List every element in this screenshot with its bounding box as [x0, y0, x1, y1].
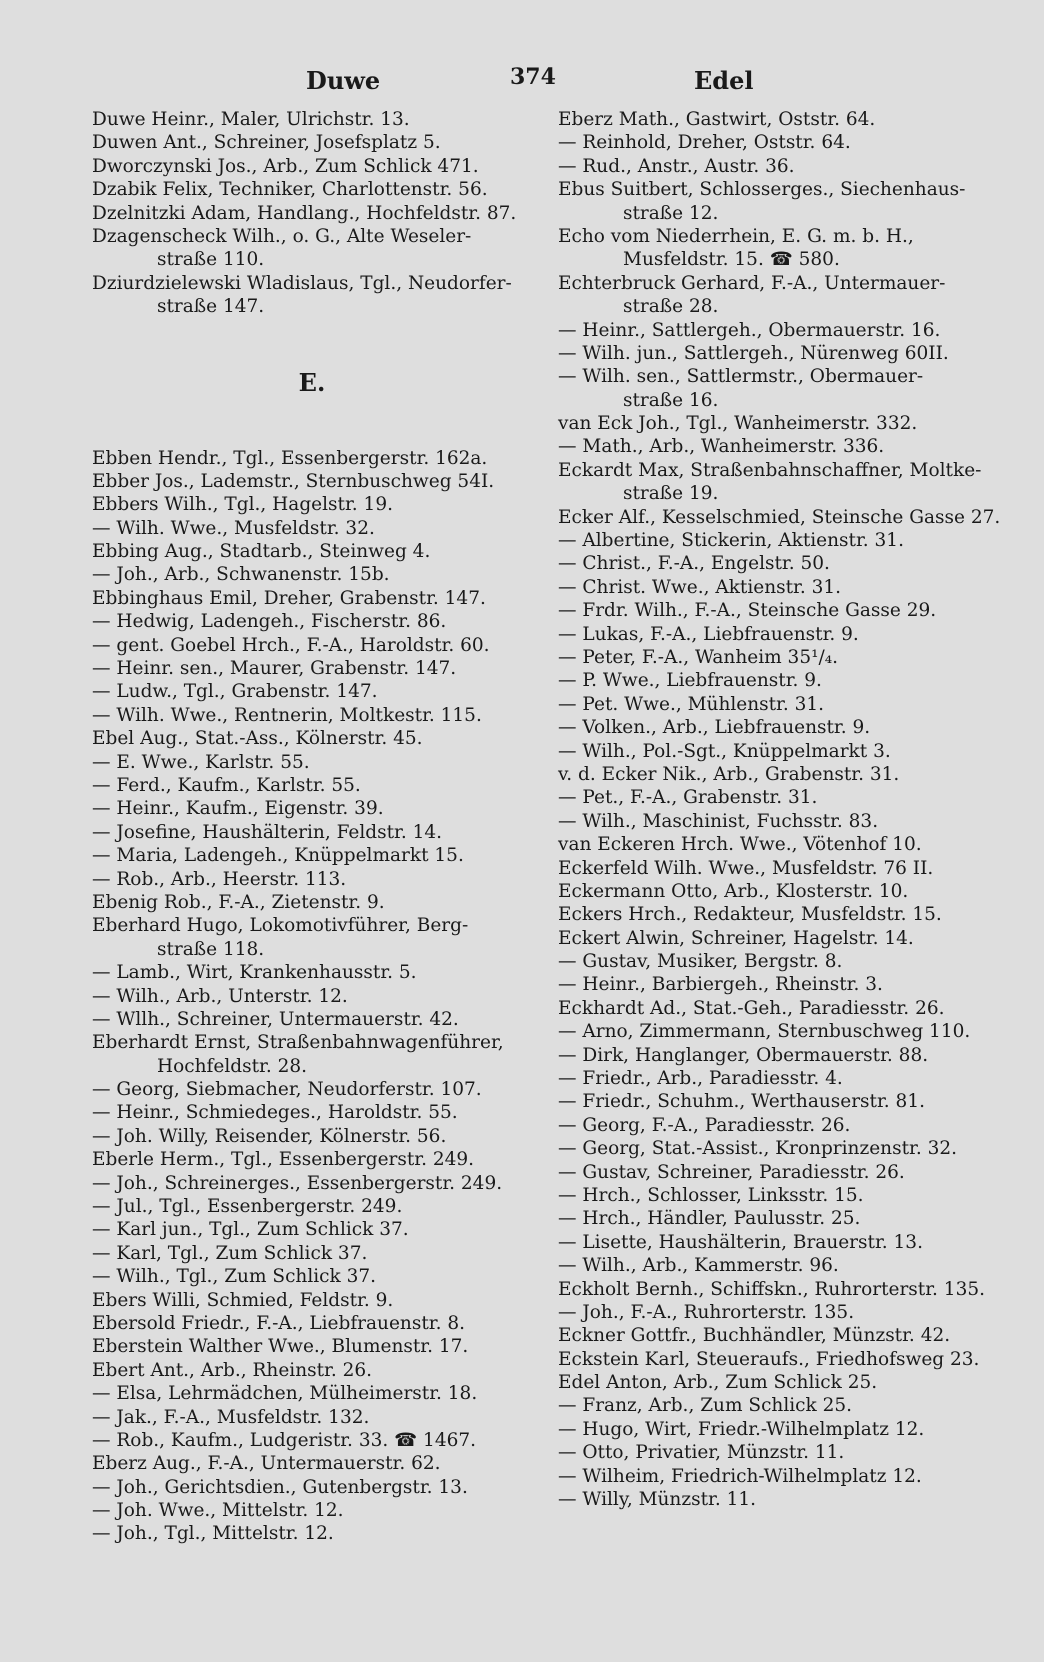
directory-entry: Dzabik Felix, Techniker, Charlottenstr. 56.: [92, 179, 488, 201]
directory-entry: v. d. Ecker Nik., Arb., Grabenstr. 31.: [558, 763, 900, 785]
entry-continuation: straße 19.: [623, 483, 719, 505]
directory-entry: — Wilh., Maschinist, Fuchsstr. 83.: [558, 810, 879, 832]
directory-entry: — Albertine, Stickerin, Aktienstr. 31.: [558, 530, 904, 552]
header-left-keyword: Duwe: [306, 66, 381, 95]
right-column: [558, 108, 1001, 1511]
directory-entry: — Hedwig, Ladengeh., Fischerstr. 86.: [92, 611, 447, 633]
directory-entry: — Ferd., Kaufm., Karlstr. 55.: [92, 774, 361, 796]
directory-entry: Eckerfeld Wilh. Wwe., Musfeldstr. 76 II.: [558, 857, 934, 879]
directory-entry: — gent. Goebel Hrch., F.-A., Haroldstr. 60.: [92, 634, 490, 656]
directory-entry: — E. Wwe., Karlstr. 55.: [92, 751, 310, 773]
directory-entry: — Wilh., Tgl., Zum Schlick 37.: [92, 1266, 377, 1288]
header-right-keyword: Edel: [694, 66, 754, 95]
section-letter: E.: [298, 367, 326, 397]
directory-entry: — Rob., Kaufm., Ludgeristr. 33. ☎ 1467.: [92, 1429, 477, 1451]
directory-entry: — Wilheim, Friedrich-Wilhelmplatz 12.: [558, 1465, 922, 1487]
directory-entry: — Peter, F.-A., Wanheim 35¹/₄.: [558, 646, 839, 668]
directory-entry: — Ludw., Tgl., Grabenstr. 147.: [92, 681, 378, 703]
directory-entry: Edel Anton, Arb., Zum Schlick 25.: [558, 1372, 878, 1394]
directory-entry: — Joh., Arb., Schwanenstr. 15b.: [92, 564, 390, 586]
directory-entry: — Gustav, Musiker, Bergstr. 8.: [558, 951, 843, 973]
directory-entry: — Joh. Wwe., Mittelstr. 12.: [92, 1500, 344, 1522]
directory-entry: — Reinhold, Dreher, Oststr. 64.: [558, 132, 851, 154]
entry-continuation: straße 16.: [623, 389, 719, 411]
directory-entry: — Joh., Tgl., Mittelstr. 12.: [92, 1523, 334, 1545]
directory-entry: — Karl, Tgl., Zum Schlick 37.: [92, 1242, 368, 1264]
directory-entry: Ebben Hendr., Tgl., Essenbergerstr. 162a.: [92, 447, 488, 469]
directory-entry: — Heinr. sen., Maurer, Grabenstr. 147.: [92, 658, 457, 680]
directory-entry: — Rud., Anstr., Austr. 36.: [558, 155, 795, 177]
entry-continuation: straße 110.: [157, 249, 265, 271]
directory-entry: — Jak., F.-A., Musfeldstr. 132.: [92, 1406, 370, 1428]
directory-entry: — Arno, Zimmermann, Sternbuschweg 110.: [558, 1021, 971, 1043]
directory-entry: Eckers Hrch., Redakteur, Musfeldstr. 15.: [558, 904, 942, 926]
directory-entry: — Math., Arb., Wanheimerstr. 336.: [558, 436, 885, 458]
directory-entry: Ebbinghaus Emil, Dreher, Grabenstr. 147.: [92, 587, 486, 609]
page-header: [70, 58, 980, 98]
directory-entry: Ebenig Rob., F.-A., Zietenstr. 9.: [92, 891, 385, 913]
directory-entry: — Heinr., Barbiergeh., Rheinstr. 3.: [558, 974, 883, 996]
entry-continuation: straße 118.: [157, 938, 265, 960]
directory-entry: — Joh., Gerichtsdien., Gutenbergstr. 13.: [92, 1476, 468, 1498]
directory-entry: Dworczynski Jos., Arb., Zum Schlick 471.: [92, 155, 479, 177]
directory-entry: — Karl jun., Tgl., Zum Schlick 37.: [92, 1219, 409, 1241]
directory-entry: — Hugo, Wirt, Friedr.-Wilhelmplatz 12.: [558, 1418, 925, 1440]
directory-entry: Ebersold Friedr., F.-A., Liebfrauenstr. 8.: [92, 1312, 465, 1334]
directory-entry: — Gustav, Schreiner, Paradiesstr. 26.: [558, 1161, 905, 1183]
directory-entry: — Heinr., Sattlergeh., Obermauerstr. 16.: [558, 319, 941, 341]
directory-entry: — Wilh., Arb., Unterstr. 12.: [92, 985, 348, 1007]
entry-continuation: straße 147.: [157, 296, 265, 318]
directory-entry: — Pet., F.-A., Grabenstr. 31.: [558, 787, 818, 809]
directory-entry: Eberle Herm., Tgl., Essenbergerstr. 249.: [92, 1149, 475, 1171]
directory-entry: Eckermann Otto, Arb., Klosterstr. 10.: [558, 880, 909, 902]
directory-entry: — Willy, Münzstr. 11.: [558, 1489, 757, 1511]
directory-entry: Eberz Math., Gastwirt, Oststr. 64.: [558, 109, 876, 130]
directory-entry: — Georg, Stat.-Assist., Kronprinzenstr. 32.: [558, 1138, 957, 1160]
directory-entry: Eckholt Bernh., Schiffskn., Ruhrorterstr. 135.: [558, 1278, 985, 1300]
entry-continuation: Hochfeldstr. 28.: [157, 1055, 308, 1077]
directory-entry: Eberstein Walther Wwe., Blumenstr. 17.: [92, 1336, 469, 1358]
directory-entry: — Joh., Schreinerges., Essenbergerstr. 249.: [92, 1172, 503, 1194]
directory-entry: Ebbers Wilh., Tgl., Hagelstr. 19.: [92, 494, 393, 516]
directory-entry: — Friedr., Arb., Paradiesstr. 4.: [558, 1068, 843, 1090]
directory-entry: — Volken., Arb., Liebfrauenstr. 9.: [558, 717, 871, 739]
directory-entry: — Lamb., Wirt, Krankenhausstr. 5.: [92, 962, 417, 984]
directory-entry: — Wilh. Wwe., Rentnerin, Moltkestr. 115.: [92, 704, 482, 726]
directory-entry: Eberhard Hugo, Lokomotivführer, Berg-: [92, 915, 469, 937]
directory-entry: — Jul., Tgl., Essenbergerstr. 249.: [92, 1196, 403, 1218]
page-number: 374: [510, 64, 556, 90]
directory-entry: — Lukas, F.-A., Liebfrauenstr. 9.: [558, 623, 859, 645]
directory-entry: Ebers Willi, Schmied, Feldstr. 9.: [92, 1289, 394, 1311]
directory-entry: — Elsa, Lehrmädchen, Mülheimerstr. 18.: [92, 1383, 478, 1405]
directory-entry: — Wilh. jun., Sattlergeh., Nürenweg 60II.: [558, 342, 949, 364]
directory-entry: — Wilh., Arb., Kammerstr. 96.: [558, 1255, 839, 1277]
directory-entry: Eberz Aug., F.-A., Untermauerstr. 62.: [92, 1453, 441, 1475]
directory-entry: — Heinr., Kaufm., Eigenstr. 39.: [92, 798, 384, 820]
directory-entry: Echterbruck Gerhard, F.-A., Untermauer-: [558, 272, 946, 294]
entry-continuation: straße 28.: [623, 296, 719, 318]
directory-entry: — Christ. Wwe., Aktienstr. 31.: [558, 576, 842, 598]
directory-entry: — Frdr. Wilh., F.-A., Steinsche Gasse 29.: [558, 600, 937, 622]
directory-entry: Duwen Ant., Schreiner, Josefsplatz 5.: [92, 132, 441, 154]
directory-entry: Eckhardt Ad., Stat.-Geh., Paradiesstr. 26.: [558, 997, 945, 1019]
directory-entry: — Wilh., Pol.-Sgt., Knüppelmarkt 3.: [558, 740, 891, 762]
entry-continuation: Musfeldstr. 15. ☎ 580.: [623, 249, 840, 271]
directory-entry: Duwe Heinr., Maler, Ulrichstr. 13.: [92, 109, 410, 130]
directory-entry: — Hrch., Schlosser, Linksstr. 15.: [558, 1184, 864, 1206]
left-column: [92, 108, 532, 1546]
directory-entry: — Josefine, Haushälterin, Feldstr. 14.: [92, 821, 443, 843]
directory-entry: — Joh. Willy, Reisender, Kölnerstr. 56.: [92, 1125, 447, 1147]
directory-entry: Eberhardt Ernst, Straßenbahnwagenführer,: [92, 1032, 504, 1054]
directory-entry: Eckardt Max, Straßenbahnschaffner, Moltke-: [558, 459, 982, 481]
directory-entry: van Eckeren Hrch. Wwe., Vötenhof 10.: [558, 834, 922, 856]
directory-entry: Dzagenscheck Wilh., o. G., Alte Weseler-: [92, 225, 472, 247]
directory-entry: Eckert Alwin, Schreiner, Hagelstr. 14.: [558, 927, 914, 949]
directory-entry: — Rob., Arb., Heerstr. 113.: [92, 868, 347, 890]
directory-entry: — Maria, Ladengeh., Knüppelmarkt 15.: [92, 845, 464, 867]
directory-entry: Ecker Alf., Kesselschmied, Steinsche Gasse 27.: [558, 506, 1001, 528]
directory-entry: Ebbing Aug., Stadtarb., Steinweg 4.: [92, 541, 431, 563]
directory-entry: — Georg, Siebmacher, Neudorferstr. 107.: [92, 1079, 482, 1101]
directory-entry: Ebber Jos., Lademstr., Sternbuschweg 54I.: [92, 470, 495, 492]
directory-entry: Eckner Gottfr., Buchhändler, Münzstr. 42.: [558, 1325, 951, 1347]
directory-entry: — Wllh., Schreiner, Untermauerstr. 42.: [92, 1008, 459, 1030]
directory-entry: Ebel Aug., Stat.-Ass., Kölnerstr. 45.: [92, 728, 423, 750]
directory-entry: Dzelnitzki Adam, Handlang., Hochfeldstr. 87.: [92, 202, 517, 224]
directory-entry: Ebert Ant., Arb., Rheinstr. 26.: [92, 1359, 373, 1381]
directory-entry: — Franz, Arb., Zum Schlick 25.: [558, 1395, 853, 1417]
directory-entry: Eckstein Karl, Steueraufs., Friedhofsweg 23.: [558, 1348, 980, 1370]
directory-entry: — Hrch., Händler, Paulusstr. 25.: [558, 1208, 861, 1230]
directory-entry: — Otto, Privatier, Münzstr. 11.: [558, 1442, 845, 1464]
directory-entry: — Dirk, Hanglanger, Obermauerstr. 88.: [558, 1044, 929, 1066]
directory-entry: — Christ., F.-A., Engelstr. 50.: [558, 553, 830, 575]
directory-entry: van Eck Joh., Tgl., Wanheimerstr. 332.: [558, 413, 918, 435]
directory-entry: — Pet. Wwe., Mühlenstr. 31.: [558, 693, 825, 715]
directory-entry: Ebus Suitbert, Schlosserges., Siechenhaus-: [558, 179, 966, 201]
entry-continuation: straße 12.: [623, 202, 719, 224]
directory-entry: — Friedr., Schuhm., Werthauserstr. 81.: [558, 1091, 925, 1113]
directory-entry: — Georg, F.-A., Paradiesstr. 26.: [558, 1114, 851, 1136]
directory-entry: Echo vom Niederrhein, E. G. m. b. H.,: [558, 225, 914, 247]
directory-entry: — Wilh. Wwe., Musfeldstr. 32.: [92, 517, 375, 539]
directory-entry: Dziurdzielewski Wladislaus, Tgl., Neudorfer-: [92, 272, 512, 294]
directory-entry: — Heinr., Schmiedeges., Haroldstr. 55.: [92, 1102, 458, 1124]
directory-entry: — Joh., F.-A., Ruhrorterstr. 135.: [558, 1301, 855, 1323]
directory-entry: — P. Wwe., Liebfrauenstr. 9.: [558, 670, 822, 692]
directory-entry: — Lisette, Haushälterin, Brauerstr. 13.: [558, 1231, 923, 1253]
directory-entry: — Wilh. sen., Sattlermstr., Obermauer-: [558, 366, 924, 388]
